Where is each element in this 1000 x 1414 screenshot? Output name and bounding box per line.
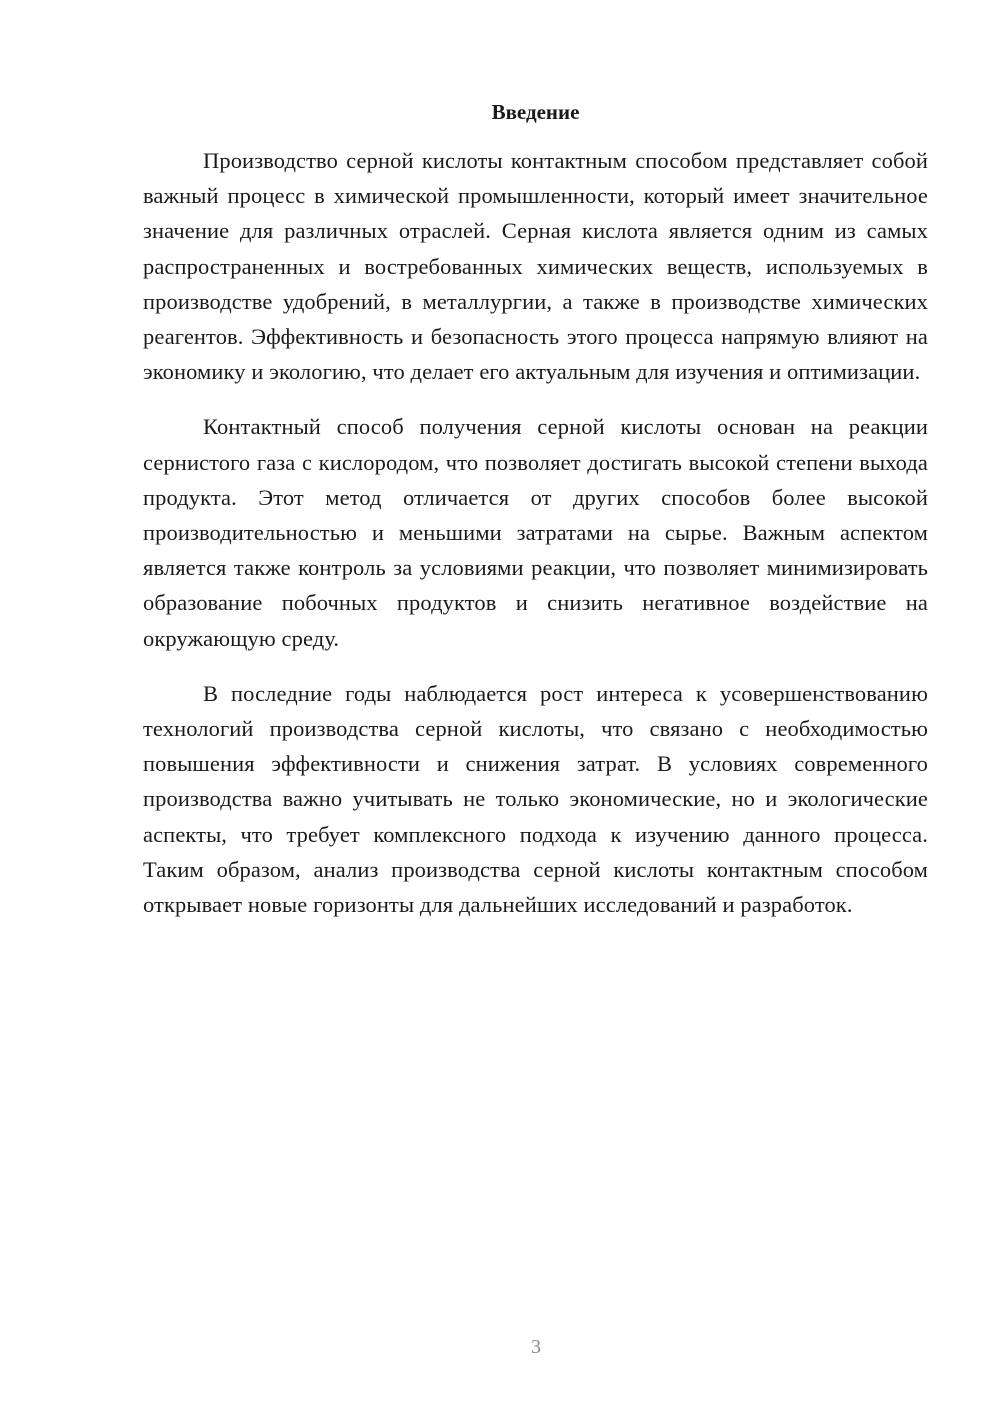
page-number: 3: [531, 1336, 541, 1358]
paragraph: Контактный способ получения серной кислоты основан на реакции сернистого газа с кислородом, что позволяет достигать высокой степени выхода продукта. Этот метод отличается от других способов более высокой производительностью и меньшими затратами на сырье. Важным аспектом является также контроль за условиями реакции, что позволяет минимизировать образование побочных продуктов и снизить негативное воздействие на окружающую среду.: [143, 414, 928, 651]
section-heading: Введение: [491, 100, 580, 124]
paragraph: Производство серной кислоты контактным способом представляет собой важный процесс в химической промышленности, который имеет значительное значение для различных отраслей. Серная кислота является одним из самых распространенных и востребованных химических веществ, используемых в производстве удобрений, в металлургии, а также в производстве химических реагентов. Эффективность и безопасность этого процесса напрямую влияют на экономику и экологию, что делает его актуальным для изучения и оптимизации.: [143, 148, 928, 385]
body-text: [143, 143, 928, 942]
paragraph: В последние годы наблюдается рост интереса к усовершенствованию технологий производства серной кислоты, что связано с необходимостью повышения эффективности и снижения затрат. В условиях современного производства важно учитывать не только экономические, но и экологические аспекты, что требует комплексного подхода к изучению данного процесса. Таким образом, анализ производства серной кислоты контактным способом открывает новые горизонты для дальнейших исследований и разработок.: [143, 680, 928, 918]
